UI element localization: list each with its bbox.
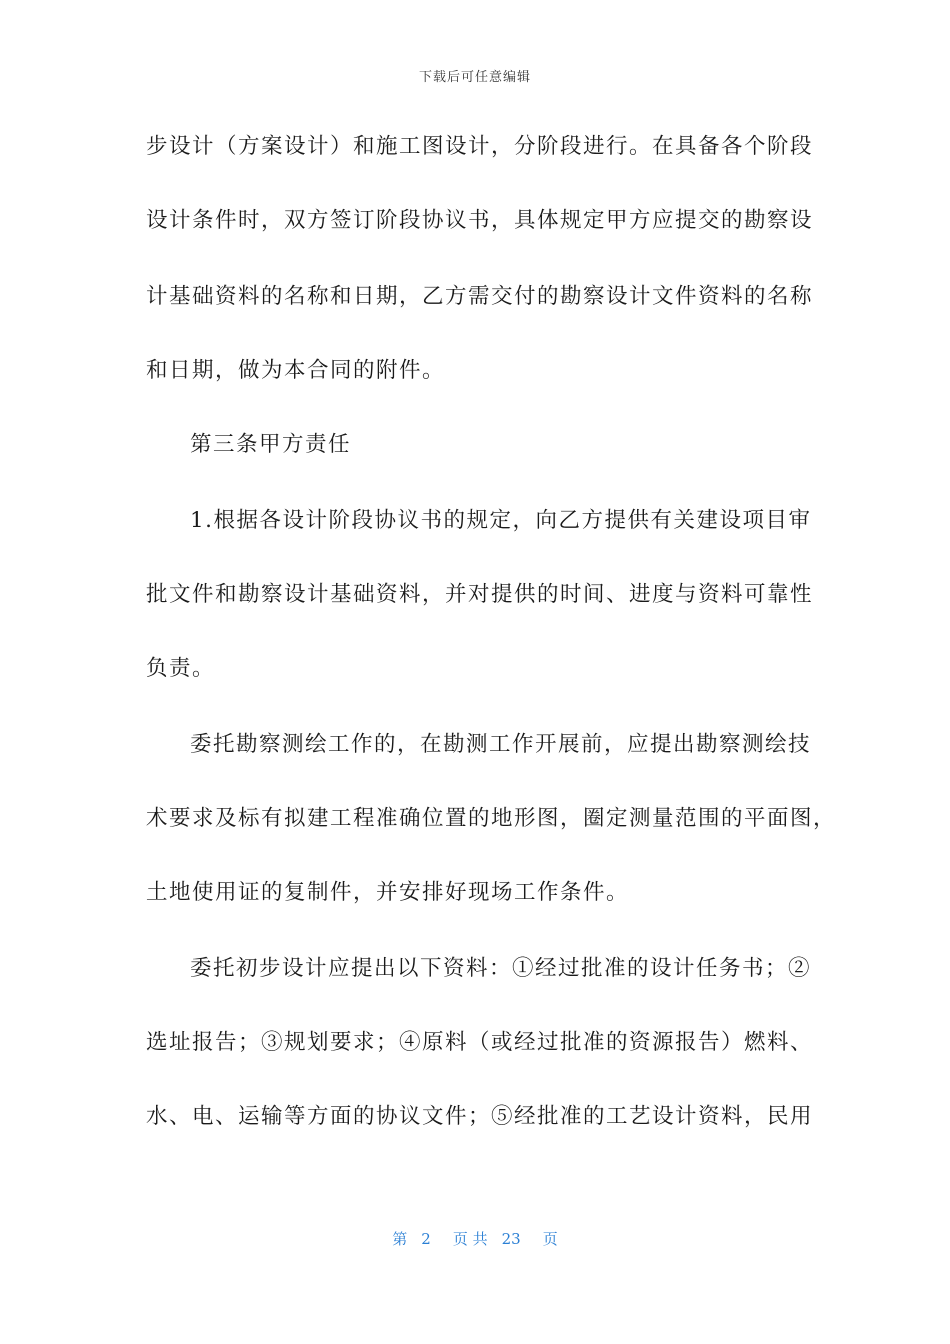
page-header: 下载后可任意编辑 [418, 70, 531, 85]
page-current: 2 [421, 1230, 431, 1248]
page-prefix: 第 [392, 1230, 408, 1248]
body-line: 术要求及标有拟建工程准确位置的地形图，圈定测量范围的平面图， [146, 806, 837, 831]
body-line: 选址报告；③规划要求；④原料（或经过批准的资源报告）燃料、 [146, 1030, 814, 1055]
body-line: 计基础资料的名称和日期，乙方需交付的勘察设计文件资料的名称 [146, 284, 814, 309]
page-suffix: 页 [542, 1230, 558, 1248]
body-line: 负责。 [146, 656, 216, 681]
body-line: 批文件和勘察设计基础资料，并对提供的时间、进度与资料可靠性 [146, 582, 814, 607]
body-line: 土地使用证的复制件，并安排好现场工作条件。 [146, 880, 630, 905]
page-total: 23 [501, 1230, 521, 1248]
body-line: 设计条件时，双方签订阶段协议书，具体规定甲方应提交的勘察设 [146, 208, 814, 233]
body-line: 和日期，做为本合同的附件。 [146, 358, 446, 383]
body-line: 1.根据各设计阶段协议书的规定，向乙方提供有关建设项目审 [190, 508, 812, 533]
page-middle: 页 共 [452, 1230, 488, 1248]
body-line: 委托初步设计应提出以下资料：①经过批准的设计任务书；② [190, 956, 812, 981]
body-line: 步设计（方案设计）和施工图设计，分阶段进行。在具备各个阶段 [146, 134, 814, 159]
section-heading: 第三条甲方责任 [190, 432, 352, 457]
body-line: 委托勘察测绘工作的，在勘测工作开展前，应提出勘察测绘技 [190, 732, 812, 757]
page-footer [0, 1228, 950, 1249]
body-line: 水、电、运输等方面的协议文件；⑤经批准的工艺设计资料，民用 [146, 1104, 814, 1129]
